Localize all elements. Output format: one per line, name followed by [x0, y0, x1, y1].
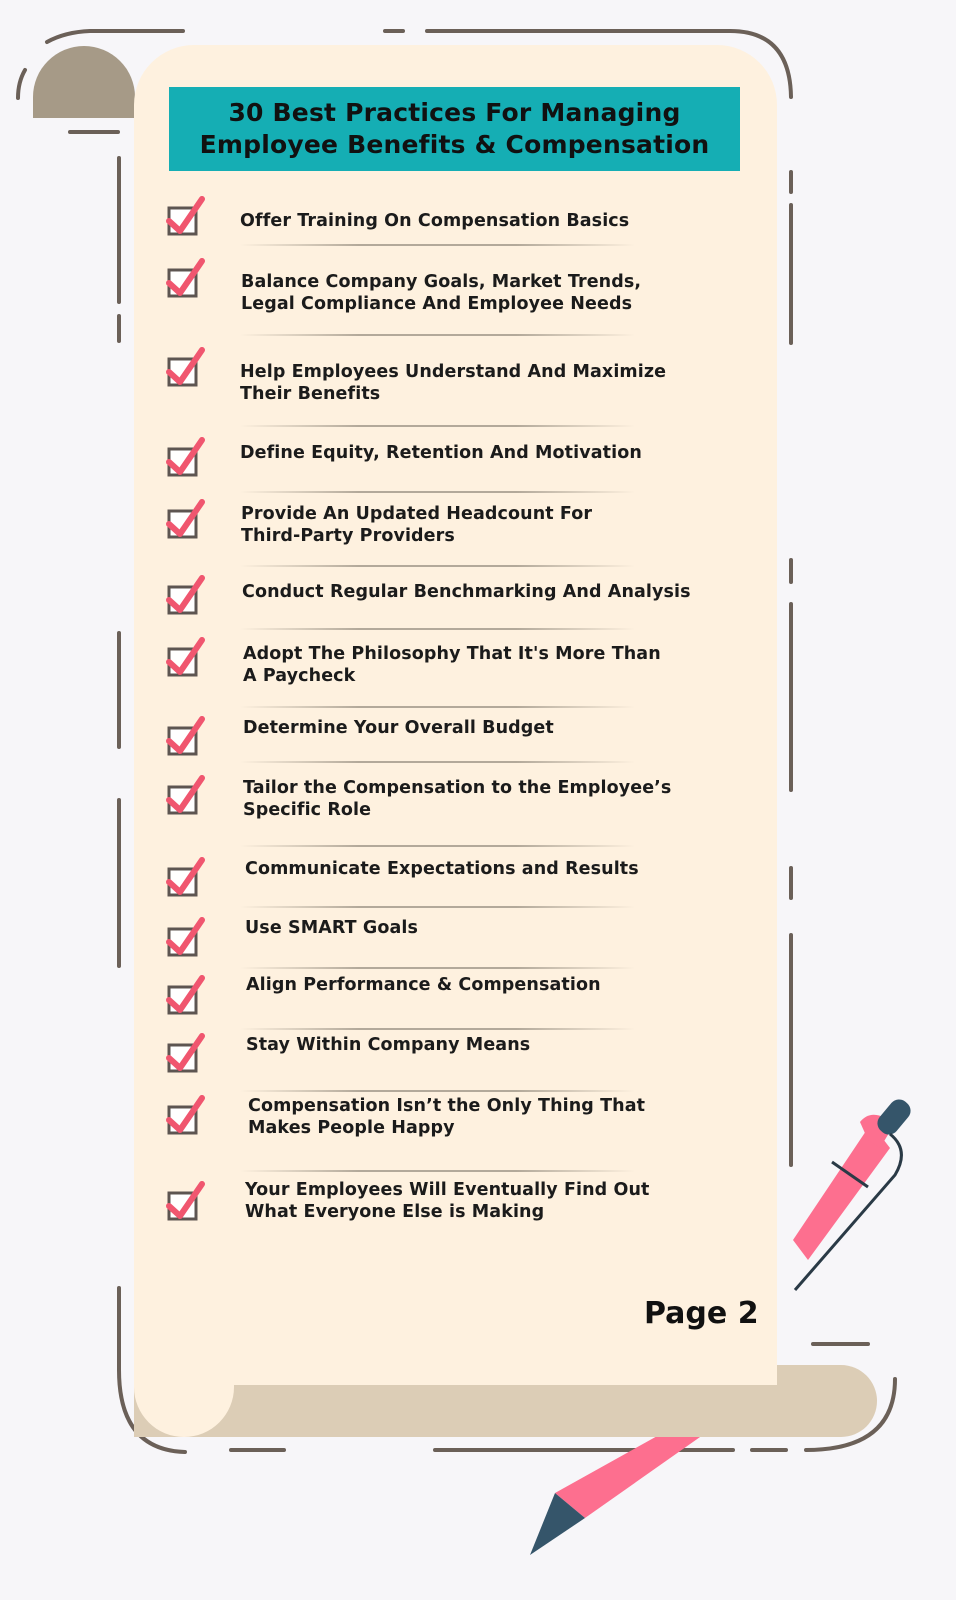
checkbox-checked-icon	[166, 637, 206, 681]
list-item-line-1: Adopt The Philosophy That It's More Than	[243, 644, 661, 664]
list-item-text	[243, 717, 554, 739]
list-item-line-1: Conduct Regular Benchmarking And Analysis	[242, 582, 691, 602]
list-item-text	[245, 1179, 650, 1223]
list-item-text	[240, 210, 629, 232]
list-item-line-1: Align Performance & Compensation	[246, 975, 601, 995]
list-divider	[240, 334, 635, 336]
checkbox-checked-icon	[166, 1181, 206, 1225]
list-item-line-2: Third-Party Providers	[241, 526, 455, 546]
list-item-line-1: Compensation Isn’t the Only Thing That	[248, 1096, 646, 1116]
title-line-2: Employee Benefits & Compensation	[199, 130, 710, 159]
list-item-line-1: Provide An Updated Headcount For	[241, 504, 593, 524]
list-item-line-2: A Paycheck	[243, 666, 356, 686]
list-item-line-1: Your Employees Will Eventually Find Out	[245, 1180, 650, 1200]
list-item-text	[245, 858, 639, 880]
list-item-line-1: Define Equity, Retention And Motivation	[240, 443, 642, 463]
checkbox-checked-icon	[166, 575, 206, 619]
list-item-line-1: Offer Training On Compensation Basics	[240, 211, 630, 231]
list-item-line-1: Determine Your Overall Budget	[243, 718, 554, 738]
checkbox-checked-icon	[166, 1095, 206, 1139]
list-divider	[240, 565, 635, 567]
checkbox-checked-icon	[166, 975, 206, 1019]
checkbox-checked-icon	[166, 437, 206, 481]
list-item-line-2: What Everyone Else is Making	[245, 1202, 545, 1222]
list-item-line-1: Use SMART Goals	[245, 918, 418, 938]
list-divider	[240, 244, 635, 246]
list-divider	[240, 1170, 635, 1172]
list-item-text	[245, 917, 418, 939]
list-item-line-1: Help Employees Understand And Maximize	[240, 362, 667, 382]
list-item-text	[241, 271, 641, 315]
title-banner	[169, 87, 740, 171]
list-item-line-1: Stay Within Company Means	[246, 1035, 531, 1055]
list-divider	[240, 1090, 635, 1092]
checkbox-checked-icon	[166, 917, 206, 961]
list-item-line-2: Specific Role	[243, 800, 372, 820]
checkbox-checked-icon	[166, 1033, 206, 1077]
list-item-line-1: Tailor the Compensation to the Employee’s	[243, 778, 672, 798]
list-divider	[240, 906, 635, 908]
list-divider	[240, 845, 635, 847]
list-divider	[240, 1028, 635, 1030]
checkbox-checked-icon	[166, 196, 206, 240]
list-item-line-2: Their Benefits	[240, 384, 381, 404]
checkbox-checked-icon	[166, 499, 206, 543]
list-item-line-1: Balance Company Goals, Market Trends,	[241, 272, 642, 292]
list-item-line-1: Communicate Expectations and Results	[245, 859, 639, 879]
list-divider	[240, 967, 635, 969]
list-item-text	[246, 974, 601, 996]
checkbox-checked-icon	[166, 775, 206, 819]
checkbox-checked-icon	[166, 857, 206, 901]
list-divider	[240, 706, 635, 708]
list-item-line-2: Makes People Happy	[248, 1118, 455, 1138]
list-item-text	[240, 361, 666, 405]
checkbox-checked-icon	[166, 347, 206, 391]
scroll-bottom-cap	[134, 1325, 234, 1437]
list-divider	[240, 761, 635, 763]
list-item-line-2: Legal Compliance And Employee Needs	[241, 294, 633, 314]
list-divider	[240, 628, 635, 630]
checkbox-checked-icon	[166, 716, 206, 760]
list-item-text	[242, 581, 691, 603]
list-item-text	[241, 503, 592, 547]
list-divider	[240, 491, 635, 493]
list-divider	[240, 425, 635, 427]
list-item-text	[246, 1034, 530, 1056]
list-item-text	[240, 442, 642, 464]
checkbox-checked-icon	[166, 258, 206, 302]
list-item-text	[243, 777, 671, 821]
list-item-text	[243, 643, 661, 687]
page-number: Page 2	[644, 1296, 759, 1331]
title-line-1: 30 Best Practices For Managing	[228, 98, 681, 127]
list-item-text	[248, 1095, 645, 1139]
